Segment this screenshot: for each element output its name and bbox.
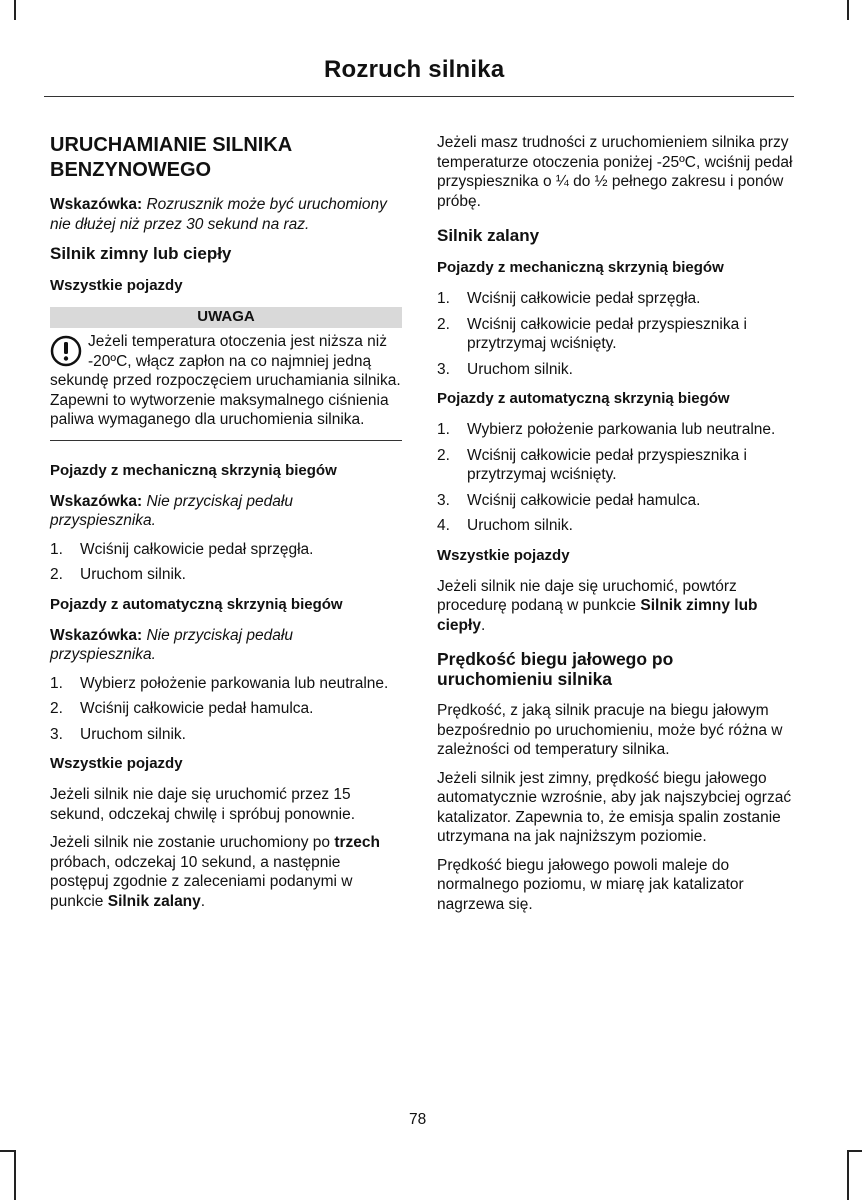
- step-number: 3.: [437, 491, 450, 509]
- list-item: [50, 540, 402, 560]
- crop-mark-bottom-right-v: [847, 1150, 849, 1200]
- crop-mark-bottom-left-h: [0, 1150, 14, 1152]
- step-text: Wybierz położenie parkowania lub neutralne.: [467, 421, 776, 438]
- warning-text: Jeżeli temperatura otoczenia jest niższa niż -20ºC, włącz zapłon na co najmniej jedną sekundę przed rozpoczęciem uruchamiania silnika. Zapewni to wytworzenie maksymalnego ciśnienia paliwa wymaganego dla uruchomienia silnika.: [50, 333, 401, 428]
- step-number: 3.: [437, 360, 450, 378]
- cross-reference: Silnik zalany: [107, 892, 201, 910]
- note-label: Wskazówka:: [50, 626, 143, 644]
- step-text: Wciśnij całkowicie pedał hamulca.: [467, 491, 701, 509]
- text: Jeżeli silnik nie daje się uruchomić, powtórz procedurę podaną w punkcie: [437, 577, 737, 614]
- note-text: Nie przyciskaj pedału przyspiesznika.: [50, 492, 293, 529]
- right-column: [437, 133, 793, 923]
- page-title: Rozruch silnika: [324, 56, 505, 83]
- step-text: Wciśnij całkowicie pedał przyspiesznika i przytrzymaj wciśnięty.: [467, 315, 747, 352]
- subheading-manual: Pojazdy z mechaniczną skrzynią biegów: [50, 461, 337, 479]
- crop-mark-top-left: [14, 0, 16, 20]
- step-number: 2.: [50, 566, 63, 583]
- paragraph: Jeżeli masz trudności z uruchomieniem silnika przy temperaturze otoczenia poniżej -25ºC, wciśnij pedał przyspiesznika o ¼ do ½ pełnego zakresu i ponów próbę.: [437, 134, 793, 210]
- list-item: [437, 516, 793, 536]
- subheading-idle-speed: Prędkość biegu jałowego po uruchomieniu silnika: [437, 649, 674, 689]
- paragraph: Jeżeli silnik nie daje się uruchomić przez 15 sekund, odczekaj chwilę i spróbuj ponownie.: [50, 786, 356, 823]
- list-item: [437, 491, 793, 511]
- list-item: [50, 725, 402, 745]
- step-number: 2.: [437, 315, 450, 333]
- step-text: Wciśnij całkowicie pedał sprzęgła.: [80, 540, 314, 558]
- automatic-steps-list: [437, 420, 793, 536]
- subheading-manual: Pojazdy z mechaniczną skrzynią biegów: [437, 259, 724, 276]
- cross-reference: Silnik zimny lub ciepły: [437, 597, 758, 634]
- paragraph: [50, 833, 402, 911]
- text: .: [480, 616, 486, 634]
- step-number: 2.: [50, 700, 63, 717]
- text: Jeżeli silnik nie zostanie uruchomiony po: [50, 834, 335, 851]
- crop-mark-bottom-right-h: [849, 1150, 862, 1152]
- note-label: Wskazówka:: [50, 492, 143, 510]
- automatic-steps-list: [50, 674, 402, 745]
- paragraph: [437, 577, 793, 636]
- step-text: Wciśnij całkowicie pedał hamulca.: [80, 700, 314, 717]
- step-number: 2.: [437, 446, 450, 464]
- warning-rule: [50, 440, 402, 441]
- note-automatic: [50, 626, 402, 665]
- list-item: [437, 420, 793, 440]
- list-item: [437, 289, 793, 309]
- step-text: Uruchom silnik.: [80, 566, 186, 583]
- manual-steps-list: [437, 289, 793, 379]
- subheading-cold-warm: Silnik zimny lub ciepły: [50, 244, 232, 263]
- paragraph: Prędkość, z jaką silnik pracuje na biegu jałowym bezpośrednio po uruchomieniu, może być różna w zależności od temperatury silnika.: [437, 702, 783, 758]
- subheading-all-vehicles: Wszystkie pojazdy: [50, 277, 183, 294]
- list-item: [437, 360, 793, 380]
- step-text: Wciśnij całkowicie pedał sprzęgła.: [467, 290, 701, 307]
- note-manual: [50, 492, 402, 531]
- list-item: [50, 674, 402, 694]
- note-starter: [50, 195, 402, 234]
- step-text: Wybierz położenie parkowania lub neutralne.: [80, 674, 389, 692]
- subheading-flooded: Silnik zalany: [437, 226, 540, 245]
- step-text: Uruchom silnik.: [467, 360, 573, 378]
- step-text: Uruchom silnik.: [467, 517, 573, 534]
- note-label: Wskazówka:: [50, 196, 143, 213]
- section-heading: URUCHAMIANIE SILNIKA BENZYNOWEGO: [50, 134, 292, 181]
- subheading-all-vehicles: Wszystkie pojazdy: [50, 755, 183, 772]
- text: próbach, odczekaj 10 sekund, a następnie postępuj zgodnie z zaleceniami podanymi w punkcie: [50, 853, 353, 910]
- warning-box: [50, 332, 402, 434]
- subheading-all-vehicles: Wszystkie pojazdy: [437, 546, 570, 564]
- manual-steps-list: [50, 540, 402, 585]
- crop-mark-top-right: [847, 0, 849, 20]
- step-number: 1.: [437, 421, 450, 438]
- list-item: [50, 565, 402, 585]
- header-rule: [44, 96, 794, 97]
- subheading-automatic: Pojazdy z automatyczną skrzynią biegów: [50, 595, 343, 613]
- list-item: [50, 699, 402, 719]
- step-number: 4.: [437, 517, 450, 534]
- left-column: [50, 133, 402, 920]
- page-number: 78: [409, 1111, 427, 1128]
- step-number: 1.: [437, 290, 450, 307]
- crop-mark-bottom-left-v: [14, 1150, 16, 1200]
- step-number: 1.: [50, 674, 63, 692]
- note-text: Rozrusznik może być uruchomiony nie dłużej niż przez 30 sekund na raz.: [50, 196, 387, 233]
- step-number: 1.: [50, 540, 63, 558]
- subheading-automatic: Pojazdy z automatyczną skrzynią biegów: [437, 390, 730, 407]
- step-text: Wciśnij całkowicie pedał przyspiesznika i przytrzymaj wciśnięty.: [467, 446, 747, 483]
- paragraph: Prędkość biegu jałowego powoli maleje do normalnego poziomu, w miarę jak katalizator nagrzewa się.: [437, 856, 744, 913]
- list-item: [437, 315, 793, 354]
- note-text: Nie przyciskaj pedału przyspiesznika.: [50, 626, 293, 663]
- warning-exclamation-icon: [50, 335, 82, 367]
- text-bold: trzech: [334, 834, 380, 851]
- warning-title: UWAGA: [50, 307, 402, 328]
- paragraph: Jeżeli silnik jest zimny, prędkość biegu jałowego automatycznie wzrośnie, aby jak najszybciej ogrzać katalizator. Zapewnia to, że emisja spalin zostanie utrzymana na jak najniższym poziomie.: [437, 769, 792, 845]
- step-text: Uruchom silnik.: [80, 725, 186, 743]
- text: .: [200, 892, 206, 910]
- list-item: [437, 446, 793, 485]
- step-number: 3.: [50, 725, 63, 743]
